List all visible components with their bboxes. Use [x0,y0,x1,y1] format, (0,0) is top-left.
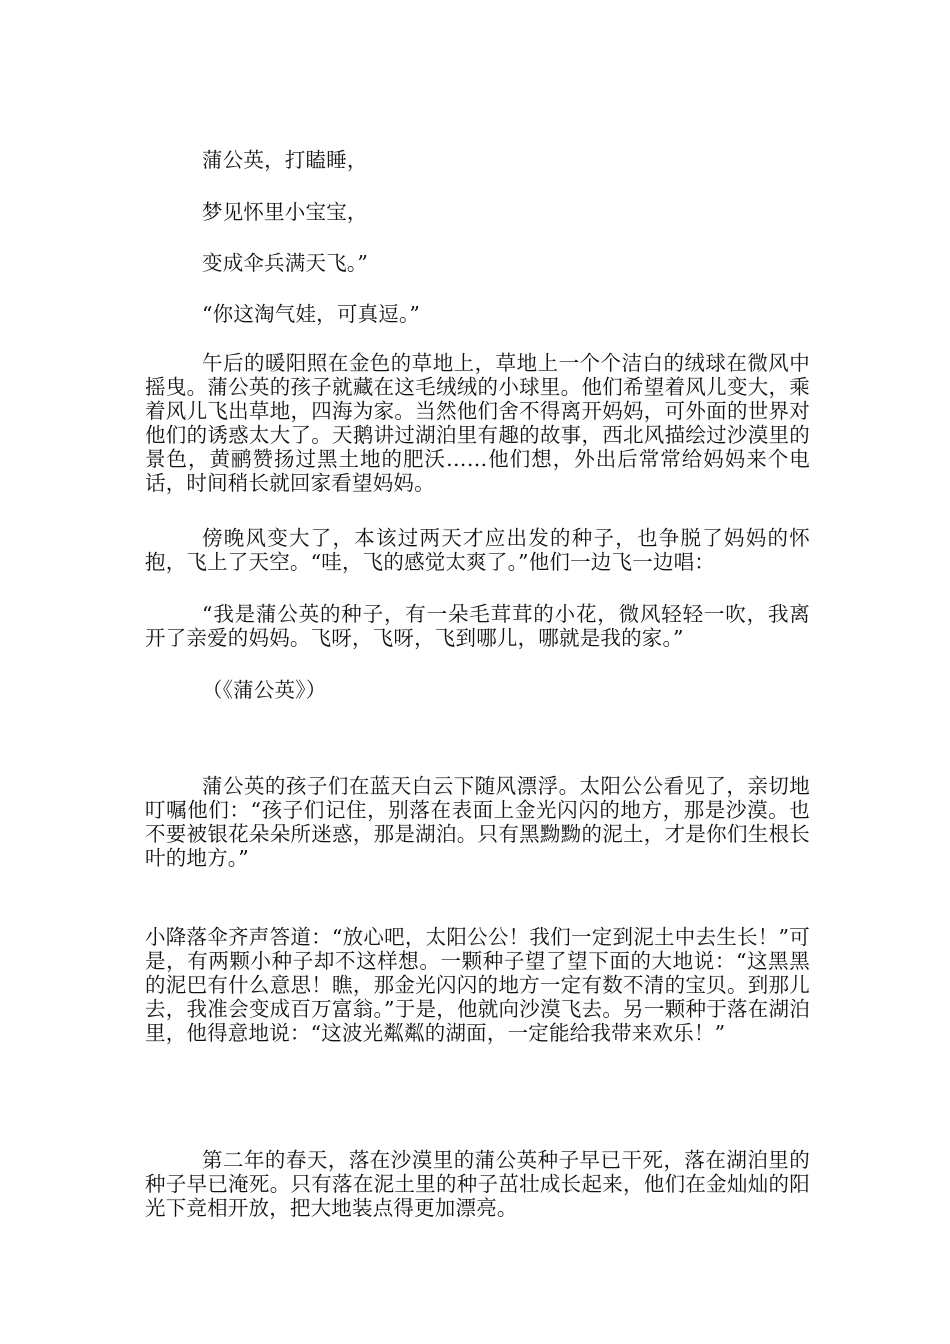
verse-line-3: 变成伞兵满天飞。” [202,251,369,275]
paragraph-song: “我是蒲公英的种子，有一朵毛茸茸的小花，微风轻轻一吹，我离开了亲爱的妈妈。飞呀，飞呀，飞到哪儿，哪就是我的家。” [145,602,810,650]
verse-line-4: “你这淘气娃，可真逗。” [202,302,421,326]
verse-line-2: 梦见怀里小宝宝， [202,200,368,224]
paragraph-sun-advice: 蒲公英的孩子们在蓝天白云下随风漂浮。太阳公公看见了，亲切地叮嘱他们：“孩子们记住，别落在表面上金光闪闪的地方，那是沙漠。也不要被银花朵朵所迷惑，那是湖泊。只有黑黝黝的泥土，才是你们生根长叶的地方。” [145,774,810,870]
source-citation: （《蒲公英》） [202,678,327,702]
verse-line-1: 蒲公英，打瞌睡， [202,148,368,172]
paragraph-evening: 傍晚风变大了，本该过两天才应出发的种子，也争脱了妈妈的怀抱，飞上了天空。“哇，飞的感觉太爽了。”他们一边飞一边唱： [145,526,810,574]
paragraph-two-seeds: 小降落伞齐声答道：“放心吧，太阳公公！我们一定到泥土中去生长！”可是，有两颗小种子却不这样想。一颗种子望了望下面的大地说：“这黑黑的泥巴有什么意思！瞧，那金光闪闪的地方一定有数不清的宝贝。到那儿去，我准会变成百万富翁。”于是，他就向沙漠飞去。另一颗种于落在湖泊里，他得意地说：“这波光粼粼的湖面，一定能给我带来欢乐！” [145,925,810,1045]
paragraph-afternoon: 午后的暖阳照在金色的草地上，草地上一个个洁白的绒球在微风中摇曳。蒲公英的孩子就藏在这毛绒绒的小球里。他们希望着风儿变大，乘着风儿飞出草地，四海为家。当然他们舍不得离开妈妈，可外面的世界对他们的诱惑太大了。天鹅讲过湖泊里有趣的故事，西北风描绘过沙漠里的景色，黄鹂赞扬过黑土地的肥沃……他们想，外出后常常给妈妈来个电话，时间稍长就回家看望妈妈。 [145,351,810,495]
paragraph-next-spring: 第二年的春天，落在沙漠里的蒲公英种子早已干死，落在湖泊里的种子早已淹死。只有落在泥土里的种子茁壮成长起来，他们在金灿灿的阳光下竞相开放，把大地装点得更加漂亮。 [145,1148,810,1220]
